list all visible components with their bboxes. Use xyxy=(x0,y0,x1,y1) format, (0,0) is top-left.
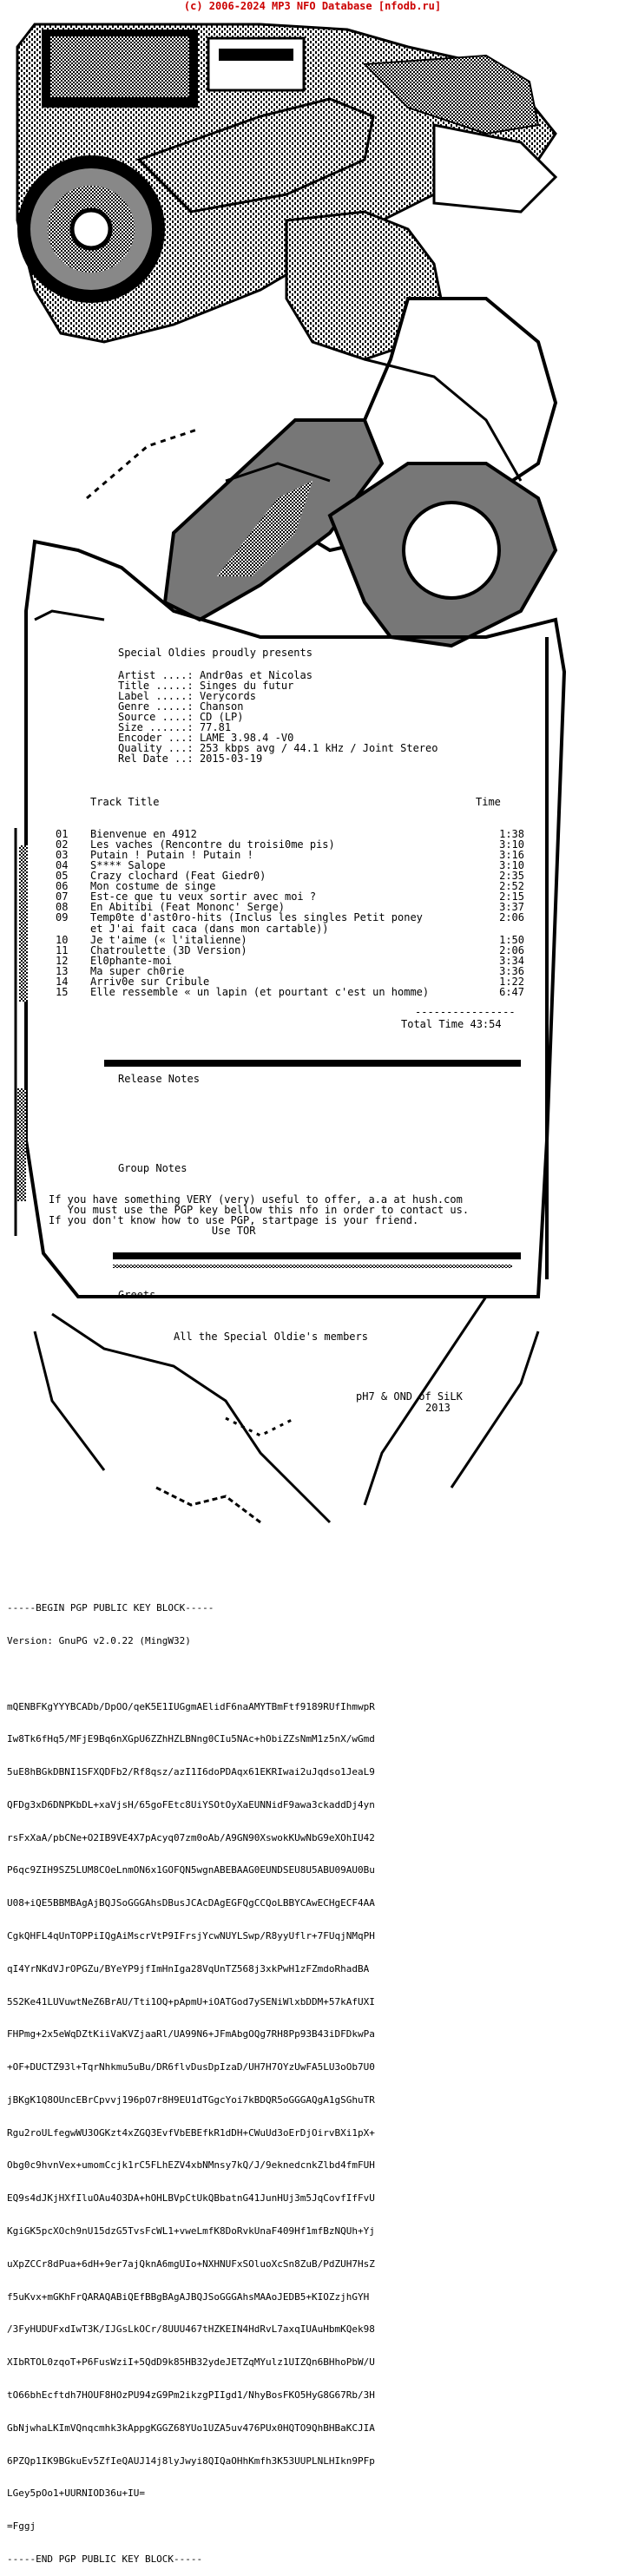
track-title: Ma super ch0rie xyxy=(90,965,185,977)
greets-line: All the Special Oldie's members xyxy=(174,1331,368,1343)
track-title: Arriv0e sur Cribule xyxy=(90,976,210,988)
track-time: 2:52 xyxy=(499,880,524,892)
track-time: 2:06 xyxy=(499,944,524,956)
group-notes-line: If you don't know how to use PGP, startpage is your friend. xyxy=(49,1214,419,1226)
tracklist-time-header: Time xyxy=(476,796,501,808)
pgp-line: rsFxXaA/pbCNe+O2IB9VE4X7pAcyq07zm0oAb/A9GN90XswokKUwNbG9eXOhIU42 xyxy=(7,1831,375,1843)
track-number: 02 xyxy=(56,838,69,851)
release-notes-heading: Release Notes xyxy=(118,1073,200,1085)
info-value: Verycords xyxy=(199,690,256,702)
info-label: Encoder ...: xyxy=(118,732,194,744)
info-label: Label .....: xyxy=(118,690,194,702)
track-title: Les vaches (Rencontre du troisi0me pis) xyxy=(90,838,335,851)
track-number: 10 xyxy=(56,934,69,946)
track-time: 3:37 xyxy=(499,901,524,913)
track-time: 1:38 xyxy=(499,828,524,840)
track-time: 2:06 xyxy=(499,911,524,923)
track-number: 12 xyxy=(56,955,69,967)
track-row xyxy=(56,987,524,998)
track-time: 3:10 xyxy=(499,838,524,851)
pgp-spacer xyxy=(7,1669,619,1680)
info-value: Chanson xyxy=(199,700,244,713)
pgp-line: +OF+DUCTZ93l+TqrNhkmu5uBu/DR6flvDusDpIzaD/UH7H7OYzUwFA5LU3oOb7U0 xyxy=(7,2061,375,2073)
pgp-end: -----END PGP PUBLIC KEY BLOCK----- xyxy=(7,2553,203,2565)
release-header: Special Oldies proudly presents xyxy=(118,647,312,659)
total-separator: ---------------- xyxy=(415,1006,516,1018)
pgp-line: uXpZCCr8dPua+6dH+9er7ajQknA6mgUIo+NXHNUFxSOluoXcSn8ZuB/PdZUH7HsZ xyxy=(7,2257,375,2270)
pgp-line: =Fggj xyxy=(7,2520,36,2533)
info-label: Artist ....: xyxy=(118,669,194,681)
signature-year: 2013 xyxy=(425,1402,451,1414)
track-title: Putain ! Putain ! Putain ! xyxy=(90,849,253,861)
info-label: Quality ...: xyxy=(118,742,194,754)
pgp-line: Obg0c9hvnVex+umomCcjk1rC5FLhEZV4xbNMnsy7kQ/J/9eknedcnkZlbd4fmFUH xyxy=(7,2159,375,2172)
track-title: En Abitibi (Feat Mononc' Serge) xyxy=(90,901,285,913)
info-label: Genre .....: xyxy=(118,700,194,713)
pgp-line: 5uE8hBGkDBNI1SFXQDFb2/Rf8qsz/azI1I6doPDAqx61EKRIwai2uJqdso1JeaL9 xyxy=(7,1766,375,1778)
pgp-line: tO66bhEcftdh7HOUF8HOzPU94zG9Pm2ikzgPIIgd1/NhyBosFKO5HyG8G67Rb/3H xyxy=(7,2389,375,2401)
track-number: 07 xyxy=(56,890,69,903)
track-time: 3:34 xyxy=(499,955,524,967)
greets-heading: Greets xyxy=(118,1289,156,1301)
info-value: LAME 3.98.4 -V0 xyxy=(199,732,294,744)
track-number: 11 xyxy=(56,944,69,956)
track-title: S**** Salope xyxy=(90,859,166,871)
track-number: 01 xyxy=(56,828,69,840)
pgp-line: /3FyHUDUFxdIwT3K/IJGsLkOCr/8UUU467tHZKEIN4HdRvL7axqIUAuHbmKQek98 xyxy=(7,2323,375,2336)
track-time: 3:16 xyxy=(499,849,524,861)
total-time: Total Time 43:54 xyxy=(401,1018,502,1030)
pgp-version: Version: GnuPG v2.0.22 (MingW32) xyxy=(7,1634,191,1646)
track-number: 15 xyxy=(56,986,69,998)
info-label: Title .....: xyxy=(118,680,194,692)
track-title: Chatroulette (3D Version) xyxy=(90,944,247,956)
info-label: Source ....: xyxy=(118,711,194,723)
track-number: 09 xyxy=(56,911,69,923)
pgp-line: QFDg3xD6DNPKbDL+xaVjsH/65goFEtc8UiYSOtOyXaEUNNidF9awa3ckaddDj4yn xyxy=(7,1798,375,1810)
track-time: 3:36 xyxy=(499,965,524,977)
group-notes-heading: Group Notes xyxy=(118,1162,188,1174)
track-title: Mon costume de singe xyxy=(90,880,216,892)
track-number: 06 xyxy=(56,880,69,892)
pgp-line: 5S2Ke41LUVuwtNeZ6BrAU/Tti1OQ+pApmU+iOATGod7ySENiWlxbDDM+57kAfUXI xyxy=(7,1995,375,2008)
info-value: 77.81 xyxy=(199,721,232,733)
pgp-line: qI4YrNKdVJrOPGZu/BYeYP9jfImHnIga28VqUnTZ568j3xkPwH1zFZmdoRhadBA xyxy=(7,1962,370,1975)
track-number: 04 xyxy=(56,859,69,871)
pgp-line: FHPmg+2x5eWqDZtKiiVaKVZjaaRl/UA99N6+JFmAbgOQg7RH8Pp93B43iDFDkwPa xyxy=(7,2028,375,2040)
track-time: 3:10 xyxy=(499,859,524,871)
pgp-line: GbNjwhaLKImVQnqcmhk3kAppgKGGZ68YUo1UZA5uv476PUx0HQTO9QhBHBaKCJIA xyxy=(7,2422,375,2434)
pgp-line: 6PZQp1IK9BGkuEv5ZfIeQAUJ14j8lyJwyi8QIQaOHhKmfh3K53UUPLNLHIkn9PFp xyxy=(7,2454,375,2467)
track-number: 14 xyxy=(56,976,69,988)
pgp-line: jBKgK1Q8OUncEBrCpvvj196pO7r8H9EU1dTGgcYoi7kBDQR5oGGGAQgA1gSGhuTR xyxy=(7,2093,375,2106)
pgp-line: XIbRTOL0zqoT+P6FusWziI+5QdD9k85HB32ydeJETZqMYulz1UIZQn6BHhoPbW/U xyxy=(7,2356,375,2369)
track-time: 1:50 xyxy=(499,934,524,946)
pgp-key-block xyxy=(7,1581,619,2576)
pgp-line: CgkQHFL4qUnTOPPiIQgAiMscrVtP9IFrsjYcwNUYLSwp/R8yyUflr+7FUqjNMqPH xyxy=(7,1930,375,1942)
pgp-line: Rgu2roULfegwWU3OGKzt4xZGQ3EvfVbEBEfkR1dDH+CWuUd3oErDjOirvBXi1pX+ xyxy=(7,2126,375,2139)
info-row xyxy=(118,753,262,765)
info-label: Size ......: xyxy=(118,721,194,733)
signature-line: pH7 & OND of SiLK xyxy=(356,1390,463,1403)
info-value: CD (LP) xyxy=(199,711,244,723)
info-label: Rel Date ..: xyxy=(118,752,194,765)
track-number: 03 xyxy=(56,849,69,861)
pgp-begin: -----BEGIN PGP PUBLIC KEY BLOCK----- xyxy=(7,1602,214,1614)
info-value: Andr0as et Nicolas xyxy=(199,669,312,681)
group-notes-line: If you have something VERY (very) useful to offer, a.a at hush.com xyxy=(49,1193,463,1206)
group-notes-line: Use TOR xyxy=(49,1225,256,1237)
pgp-line: EQ9s4dJKjHXfIluOAu4O3DA+hOHLBVpCtUkQBbatnG41JunHUj3m5JqCovfIfFvU xyxy=(7,2192,375,2205)
track-title: Crazy clochard (Feat Giedr0) xyxy=(90,870,266,882)
track-time: 1:22 xyxy=(499,976,524,988)
track-title: Est-ce que tu veux sortir avec moi ? xyxy=(90,890,317,903)
track-title: Elle ressemble « un lapin (et pourtant c'est un homme) xyxy=(90,986,430,998)
pgp-line: LGey5pOo1+UURNIOD36u+IU= xyxy=(7,2487,145,2500)
pgp-line: f5uKvx+mGKhFrQARAQABiQEfBBgBAgAJBQJSoGGGAhsMAAoJEDB5+KIOZzjhGYH xyxy=(7,2290,370,2303)
track-time: 2:35 xyxy=(499,870,524,882)
track-title: Bienvenue en 4912 xyxy=(90,828,197,840)
track-time: 2:15 xyxy=(499,890,524,903)
pgp-line: mQENBFKgYYYBCADb/DpOO/qeK5E1IUGgmAElidF6naAMYTBmFtf9189RUfIhmwpR xyxy=(7,1700,375,1712)
pgp-line: P6qc9ZIH9SZ5LUM8COeLnmON6x1GOFQN5wgnABEBAAG0EUNDSEU8U5ABU09AU0Bu xyxy=(7,1864,375,1876)
tracklist-title-header: Track Title xyxy=(90,796,160,808)
track-row xyxy=(56,912,524,935)
pgp-line: U08+iQE5BBMBAgAjBQJSoGGGAhsDBusJCAcDAgEGFQgCCQoLBBYCAwECHgECF4AA xyxy=(7,1897,375,1909)
track-number: 08 xyxy=(56,901,69,913)
info-value: 2015-03-19 xyxy=(199,752,263,765)
group-notes-line: You must use the PGP key bellow this nfo in order to contact us. xyxy=(49,1204,470,1216)
info-value: 253 kbps avg / 44.1 kHz / Joint Stereo xyxy=(199,742,438,754)
track-title: El0phante-moi xyxy=(90,955,172,967)
track-title-continued: et J'ai fait caca (dans mon cartable)) xyxy=(90,923,329,935)
track-title: Temp0te d'ast0ro-hits (Inclus les singles Petit poney xyxy=(90,911,423,923)
track-title: Je t'aime (« l'italienne) xyxy=(90,934,247,946)
info-value: Singes du futur xyxy=(199,680,294,692)
track-time: 6:47 xyxy=(499,986,524,998)
pgp-line: Iw8Tk6fHq5/MFjE9Bq6nXGpU6ZZhHZLBNng0CIu5NAc+hObiZZsNmM1z5nX/wGmd xyxy=(7,1733,375,1745)
pgp-line: KgiGK5pcXOch9nU15dzG5TvsFcWL1+vweLmfK8DoRvkUnaF409Hf1mfBzNQUh+Yj xyxy=(7,2225,375,2238)
site-banner: (c) 2006-2024 MP3 NFO Database [nfodb.ru] xyxy=(183,0,442,12)
track-number: 05 xyxy=(56,870,69,882)
track-number: 13 xyxy=(56,965,69,977)
